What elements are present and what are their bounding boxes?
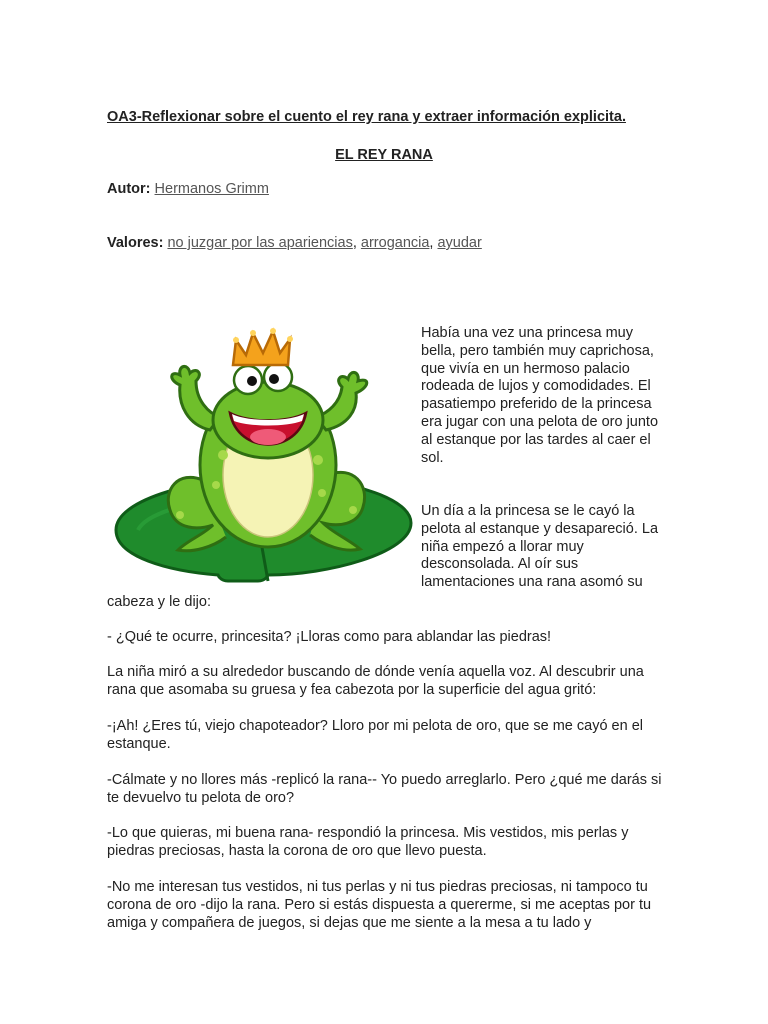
author-label: Autor: [107, 181, 151, 197]
story-paragraph: -¡Ah! ¿Eres tú, viejo chapoteador? Lloro por mi pelota de oro, que se me cayó en el estanque. [107, 718, 643, 752]
story-paragraph: -Cálmate y no llores más -replicó la rana-- Yo puedo arreglarlo. Pero ¿qué me darás si te devuelvo tu pelota de oro? [107, 772, 662, 806]
value-link-ayudar[interactable]: ayudar [437, 235, 482, 251]
story-paragraph: Un día a la princesa se le cayó la pelota al estanque y desapareció. La niña empezó a llorar muy desconsolada. Al oír sus lamentaciones una rana asomó su [421, 503, 659, 591]
values-label: Valores: [107, 235, 164, 251]
author-line [107, 181, 269, 197]
frog-king-illustration [108, 325, 413, 587]
learning-objective: OA3-Reflexionar sobre el cuento el rey rana y extraer información explicita. [107, 109, 626, 125]
story-paragraph: La niña miró a su alrededor buscando de dónde venía aquella voz. Al descubrir una rana que asomaba su gruesa y fea cabezota por la superficie del agua gritó: [107, 664, 644, 698]
story-title: EL REY RANA [335, 147, 433, 163]
story-paragraph-continuation: cabeza y le dijo: [107, 594, 211, 610]
story-paragraph: - ¿Qué te ocurre, princesita? ¡Lloras como para ablandar las piedras! [107, 629, 552, 645]
value-link-arrogancia[interactable]: arrogancia [360, 235, 430, 251]
story-paragraph: -No me interesan tus vestidos, ni tus perlas y ni tus piedras preciosas, ni tampoco tu corona de oro -dijo la rana. Pero si estás dispuesta a quererme, si me aceptas por tu amiga y compañera de juegos, si dejas que me siente a la mesa a tu lado y [107, 879, 652, 931]
author-link[interactable]: Hermanos Grimm [154, 181, 269, 197]
story-paragraph: -Lo que quieras, mi buena rana- respondió la princesa. Mis vestidos, mis perlas y piedras preciosas, hasta la corona de oro que llevo puesta. [107, 825, 629, 859]
story-paragraph: Había una vez una princesa muy bella, pero también muy caprichosa, que vivía en un hermoso palacio rodeada de lujos y comodidades. El pasatiempo preferido de la princesa era jugar con una pelota de oro junto al estanque por las tardes al caer el sol. [421, 325, 659, 466]
value-separator: , [429, 235, 438, 251]
value-separator: , [352, 235, 361, 251]
values-line [107, 235, 482, 251]
value-link-apariencias[interactable]: no juzgar por las apariencias [167, 235, 353, 251]
